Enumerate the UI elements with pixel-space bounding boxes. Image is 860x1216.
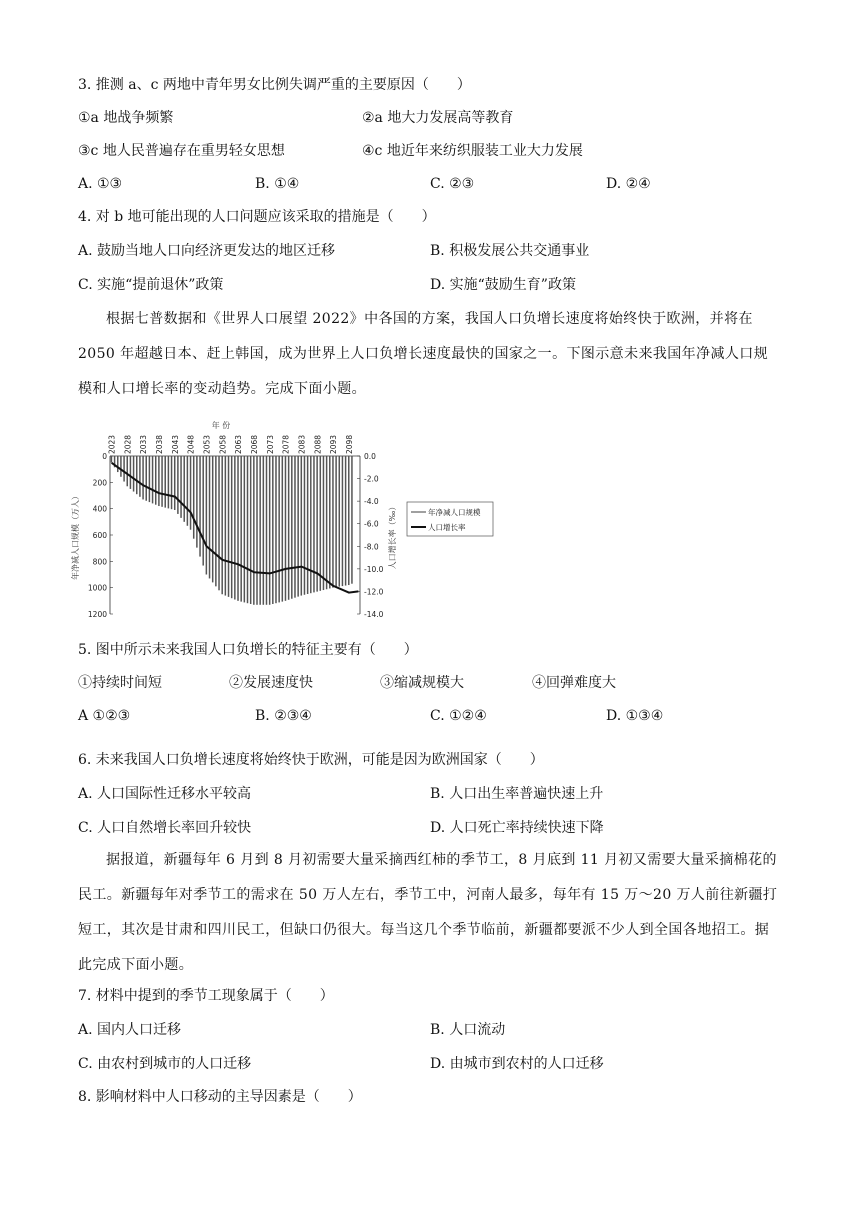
- chart-left-tick-600: 600: [92, 531, 107, 540]
- q7-choice-b: B. 人口流动: [430, 1022, 506, 1038]
- chart-bar-2056: [215, 456, 217, 586]
- chart-x-tick-2088: 2088: [313, 434, 323, 454]
- chart-bar-2061: [231, 456, 233, 598]
- q3-stem: 3. 推测 a、c 两地中青年男女比例失调严重的主要原因（ ）: [78, 77, 471, 93]
- chart-bar-2076: [278, 456, 280, 602]
- q3-choice-a: A. ①③: [78, 176, 123, 192]
- chart-bar-2097: [345, 456, 347, 586]
- chart-bar-2064: [240, 456, 242, 602]
- chart-bar-2091: [326, 456, 328, 589]
- chart-bar-2040: [164, 456, 166, 508]
- chart-x-tick-2058: 2058: [218, 434, 228, 454]
- chart-bar-2074: [272, 456, 274, 604]
- chart-bar-2079: [288, 456, 290, 600]
- chart-bar-2028: [127, 456, 129, 486]
- chart-bar-2050: [196, 456, 198, 548]
- chart-bar-2073: [269, 456, 271, 605]
- q3-choice-d: D. ②④: [606, 176, 651, 192]
- chart-bar-2027: [123, 456, 125, 482]
- q7-stem: 7. 材料中提到的季节工现象属于（ ）: [78, 988, 334, 1004]
- chart-bar-2058: [221, 456, 223, 594]
- q3-option-4: ④c 地近年来纺织服装工业大力发展: [362, 143, 583, 159]
- passage-population-text: 根据七普数据和《世界人口展望 2022》中各国的方案，我国人口负增长速度将始终快于欧洲，并将在 2050 年超越日本、赶上韩国，成为世界上人口负增长速度最快的国家之一。下图示意未来我国年净减人口规模和人口增长率的变动趋势。完成下面小题。: [78, 311, 769, 397]
- chart-bar-2049: [193, 456, 195, 539]
- q4-choice-c: C. 实施“提前退休”政策: [78, 277, 224, 293]
- chart-bar-2080: [291, 456, 293, 599]
- chart-bar-2025: [117, 456, 119, 472]
- q3-choice-c: C. ②③: [430, 176, 475, 192]
- chart-bar-2075: [275, 456, 277, 603]
- chart-bar-2078: [285, 456, 287, 601]
- chart-bar-2096: [342, 456, 344, 586]
- chart-x-title: 年 份: [211, 421, 231, 430]
- q3-option-2: ②a 地大力发展高等教育: [362, 110, 514, 126]
- q6-stem: 6. 未来我国人口负增长速度将始终快于欧洲，可能是因为欧洲国家（ ）: [78, 752, 544, 768]
- q3-choice-b: B. ①④: [255, 176, 300, 192]
- chart-bar-2088: [316, 456, 318, 592]
- legend-bar-label: 年净减人口规模: [428, 508, 481, 517]
- chart-bar-2060: [228, 456, 230, 597]
- q4-choice-d: D. 实施“鼓励生育”政策: [430, 277, 576, 293]
- chart-bar-2093: [332, 456, 334, 588]
- chart-bar-2057: [218, 456, 220, 590]
- chart-bar-2066: [247, 456, 249, 603]
- chart-bar-2038: [158, 456, 160, 506]
- chart-bar-2039: [161, 456, 163, 507]
- chart-bar-2083: [301, 456, 303, 596]
- q5-option-3: ③缩减规模大: [380, 675, 464, 691]
- chart-bar-2062: [234, 456, 236, 600]
- chart-bar-2077: [282, 456, 284, 602]
- chart-bar-2042: [171, 456, 173, 509]
- chart-right-tick--12.0: -12.0: [364, 587, 384, 597]
- chart-x-tick-2023: 2023: [107, 434, 117, 454]
- passage-xinjiang-text: 据报道，新疆每年 6 月到 8 月初需要大量采摘西红柿的季节工，8 月底到 11 月初又需要大量采摘棉花的民工。新疆每年对季节工的需求在 50 万人左右，季节工中，河南人最多，每年有 15 万～20 万人前往新疆打短工，其次是甘肃和四川民工，但缺口仍很大。每当这几个季节临前，新疆都要派不少人到全国各地招工。据此完成下面小题。: [78, 852, 778, 973]
- q6-choice-c: C. 人口自然增长率回升较快: [78, 820, 252, 836]
- chart-bar-2037: [155, 456, 157, 505]
- q4-choice-a: A. 鼓励当地人口向经济更发达的地区迁移: [78, 243, 336, 259]
- chart-right-tick--8.0: -8.0: [364, 542, 379, 552]
- chart-bar-2068: [253, 456, 255, 605]
- chart-x-tick-2083: 2083: [297, 434, 307, 454]
- chart-x-tick-2053: 2053: [202, 434, 212, 454]
- chart-right-tick--4.0: -4.0: [364, 497, 379, 507]
- chart-bar-2044: [177, 456, 179, 514]
- chart-bar-2099: [351, 456, 353, 584]
- chart-x-tick-2073: 2073: [265, 434, 275, 454]
- chart-left-tick-0: 0: [102, 452, 107, 461]
- chart-right-tick-labels: [357, 452, 384, 619]
- chart-bar-2035: [149, 456, 151, 502]
- chart-x-tick-2043: 2043: [170, 434, 180, 454]
- q7-choice-a: A. 国内人口迁移: [78, 1022, 182, 1038]
- chart-bar-2029: [130, 456, 132, 489]
- q7-choice-d: D. 由城市到农村的人口迁移: [430, 1056, 604, 1072]
- chart-left-tick-labels: [88, 452, 113, 619]
- chart-bar-2047: [187, 456, 189, 526]
- q5-choice-d: D. ①③④: [606, 708, 664, 724]
- chart-x-tick-2063: 2063: [234, 434, 244, 454]
- q5-option-1: ①持续时间短: [78, 675, 162, 691]
- chart-bar-2069: [256, 456, 258, 605]
- q5-choice-a: A ①②③: [78, 708, 131, 724]
- chart-bar-2095: [339, 456, 341, 587]
- q6-choice-d: D. 人口死亡率持续快速下降: [430, 820, 604, 836]
- chart-x-tick-2078: 2078: [281, 434, 291, 454]
- chart-bar-2086: [310, 456, 312, 593]
- chart-bar-2072: [266, 456, 268, 605]
- q5-choice-c: C. ①②④: [430, 708, 487, 724]
- chart-bar-2031: [136, 456, 138, 494]
- chart-x-tick-2048: 2048: [186, 434, 196, 454]
- q4-choice-b: B. 积极发展公共交通事业: [430, 243, 590, 259]
- chart-x-tick-2038: 2038: [155, 434, 165, 454]
- chart-right-tick--6.0: -6.0: [364, 519, 379, 529]
- chart-bar-2051: [199, 456, 201, 557]
- chart-bar-2098: [348, 456, 350, 585]
- chart-bar-2084: [304, 456, 306, 595]
- chart-bars: [111, 456, 353, 605]
- chart-left-tick-400: 400: [92, 504, 107, 514]
- chart-bar-2052: [202, 456, 204, 566]
- chart-bar-2063: [237, 456, 239, 601]
- q4-stem: 4. 对 b 地可能出现的人口问题应该采取的措施是（ ）: [78, 209, 436, 225]
- chart-bar-2081: [294, 456, 296, 598]
- chart-bar-2085: [307, 456, 309, 594]
- chart-right-axis-label: 人口增长率（‰）: [388, 502, 397, 570]
- chart-bar-2048: [190, 456, 192, 530]
- q3-option-1: ①a 地战争频繁: [78, 110, 174, 126]
- chart-bar-2094: [335, 456, 337, 587]
- q6-choice-a: A. 人口国际性迁移水平较高: [78, 786, 252, 802]
- chart-left-tick-1200: 1200: [87, 610, 107, 619]
- chart-bar-2036: [152, 456, 154, 503]
- q5-stem: 5. 图中所示未来我国人口负增长的特征主要有（ ）: [78, 642, 418, 658]
- chart-bar-2070: [259, 456, 261, 605]
- chart-bar-2034: [145, 456, 147, 501]
- q7-choice-c: C. 由农村到城市的人口迁移: [78, 1056, 252, 1072]
- chart-legend: [407, 502, 493, 536]
- chart-bar-2071: [263, 456, 265, 605]
- chart-bar-2090: [323, 456, 325, 590]
- q5-option-4: ④回弹难度大: [532, 675, 616, 691]
- passage-xinjiang: [78, 843, 778, 983]
- chart-bar-2082: [297, 456, 299, 597]
- chart-bar-2032: [139, 456, 141, 497]
- chart-bar-2054: [209, 456, 211, 578]
- population-chart: [70, 412, 510, 624]
- chart-bar-2023: [111, 456, 113, 463]
- chart-bar-2033: [142, 456, 144, 499]
- chart-left-tick-1000: 1000: [87, 583, 107, 593]
- chart-bar-2092: [329, 456, 331, 588]
- q5-choice-b: B. ②③④: [255, 708, 312, 724]
- q5-option-2: ②发展速度快: [229, 675, 313, 691]
- chart-right-tick--2.0: -2.0: [364, 474, 379, 484]
- chart-x-tick-2098: 2098: [344, 434, 354, 454]
- chart-bar-2053: [206, 456, 208, 575]
- chart-bar-2041: [168, 456, 170, 508]
- chart-bar-2030: [133, 456, 135, 492]
- chart-right-tick--10.0: -10.0: [364, 564, 384, 574]
- chart-bar-2043: [174, 456, 176, 510]
- chart-bar-2055: [212, 456, 214, 582]
- chart-x-tick-2028: 2028: [123, 434, 133, 454]
- chart-x-tick-2068: 2068: [249, 434, 259, 454]
- chart-x-tick-labels: [108, 435, 354, 459]
- chart-bar-2026: [120, 456, 122, 477]
- chart-right-tick--14.0: -14.0: [364, 610, 384, 619]
- chart-right-tick-0.0: 0.0: [364, 452, 376, 461]
- chart-x-tick-2033: 2033: [139, 434, 149, 454]
- chart-x-tick-2093: 2093: [329, 434, 339, 454]
- chart-bar-2059: [225, 456, 227, 596]
- chart-bar-2089: [320, 456, 322, 591]
- chart-left-tick-800: 800: [92, 557, 107, 567]
- chart-left-tick-200: 200: [92, 478, 107, 488]
- chart-bar-2045: [180, 456, 182, 518]
- q8-stem: 8. 影响材料中人口移动的主导因素是（ ）: [78, 1089, 362, 1105]
- chart-bar-2067: [250, 456, 252, 604]
- chart-bar-2046: [183, 456, 185, 522]
- legend-line-label: 人口增长率: [428, 523, 466, 532]
- passage-population: [78, 302, 778, 407]
- chart-left-axis-label: 年净减人口规模（万人）: [71, 492, 80, 580]
- q6-choice-b: B. 人口出生率普遍快速上升: [430, 786, 604, 802]
- chart-bar-2065: [244, 456, 246, 602]
- q3-option-3: ③c 地人民普遍存在重男轻女思想: [78, 143, 285, 159]
